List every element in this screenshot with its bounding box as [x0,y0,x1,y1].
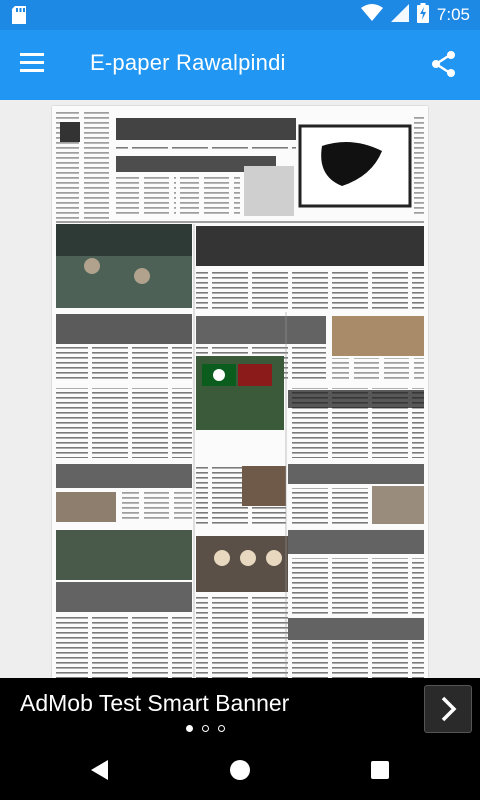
back-button[interactable] [88,758,112,782]
share-button[interactable] [430,50,460,80]
ad-dot [218,725,225,732]
recents-button[interactable] [368,758,392,782]
epaper-viewer[interactable] [0,100,480,678]
ad-next-button[interactable] [424,685,472,733]
ad-text: AdMob Test Smart Banner [20,690,290,716]
ad-banner[interactable] [0,678,480,740]
status-time: 7:05 [436,5,470,24]
home-button[interactable] [228,758,252,782]
menu-icon [20,57,46,76]
app-bar [0,30,480,100]
newspaper-page-image[interactable] [52,106,428,678]
ad-dot [186,725,193,732]
home-icon [228,767,252,786]
ad-dot [202,725,209,732]
wifi-icon [361,4,383,26]
share-icon [430,63,458,82]
sd-card-icon [12,6,28,24]
recents-icon [368,767,392,786]
app-title: E-paper Rawalpindi [90,50,286,75]
battery-charging-icon [417,3,429,27]
signal-icon [391,4,409,26]
ad-page-indicator [186,725,225,732]
status-bar [0,0,480,30]
back-icon [88,767,112,786]
chevron-right-icon [425,717,471,736]
navigation-bar [0,740,480,800]
menu-button[interactable] [20,52,50,78]
